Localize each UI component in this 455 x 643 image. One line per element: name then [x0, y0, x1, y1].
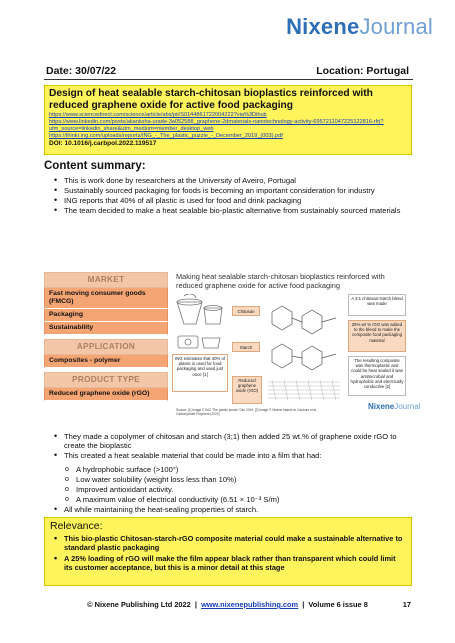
location-text: Location: Portugal: [316, 65, 409, 77]
page-number: 17: [402, 600, 411, 609]
market-item: Fast moving consumer goods (FMCG): [44, 288, 168, 309]
summary-figure: [172, 272, 421, 430]
list-item: o A hydrophobic surface (>100°): [52, 465, 402, 474]
content-summary-heading: Content summary:: [44, 160, 146, 172]
watermark-nixene: Nixene: [368, 402, 395, 411]
footer-separator: |: [194, 600, 197, 609]
source-link-2[interactable]: https://www.linkedin.com/posts/akanksha-urade-3a052588_graphene-2dmaterials-nanotechnology-activity-6957211047225122816-rfrj?utm_source=linkedin_share&utm_medium=member_desktop_web: [49, 119, 384, 132]
list-item: • This is work done by researchers at the University of Aveiro, Portugal: [52, 176, 402, 185]
watermark-journal: Journal: [394, 402, 421, 411]
market-item: Packaging: [44, 309, 168, 322]
list-item: • This bio-plastic Chitosan-starch-rGO composite material could make a sustainable alternative to standard plastic packaging: [50, 534, 406, 552]
figure-watermark: [368, 402, 420, 411]
rgo-added-callout: 25% wt % rGO was added to the blend to make the composite food packaging material: [348, 320, 406, 352]
category-panel: [44, 272, 168, 401]
application-label: APPLICATION: [44, 339, 168, 355]
list-item: o A maximum value of electrical conductivity (6.51 × 10⁻³ S/m): [52, 495, 402, 504]
list-item: • ING reports that 40% of all plastic is used for food and drink packaging: [52, 196, 402, 205]
product-type-label: PRODUCT TYPE: [44, 372, 168, 388]
market-label: MARKET: [44, 272, 168, 288]
properties-list: [52, 465, 402, 505]
list-item: o Low water solubility (weight loss less than 10%): [52, 475, 402, 484]
details-list: [52, 432, 402, 461]
list-item: o Improved antioxidant activity.: [52, 485, 402, 494]
rgo-label: Reduced graphene oxide (rGO): [232, 376, 262, 404]
list-item: • Sustainably sourced packaging for foods is becoming an important consideration for industry: [52, 186, 402, 195]
volume-text: Volume 6 issue 8: [308, 600, 368, 609]
journal-logo: [286, 14, 433, 40]
relevance-box: [44, 517, 412, 586]
ing-estimate-callout: ING estimates that 40% of plastic is used for food packaging and used just once [1]: [172, 354, 228, 392]
list-item: • All while maintaining the heat-sealing properties of starch.: [52, 505, 402, 514]
market-item: Sustainability: [44, 322, 168, 335]
logo-nixene: Nixene: [286, 14, 360, 39]
date-location-bar: [44, 62, 413, 80]
application-item: Composites - polymer: [44, 355, 168, 368]
molecular-structure-icon: [264, 294, 344, 406]
article-title-box: [44, 85, 412, 155]
chitosan-label: Chitosan: [232, 306, 260, 316]
doi-text: DOI: 10.1016/j.carbpol.2022.119517: [49, 140, 157, 147]
list-item: • They made a copolymer of chitosan and starch (3;1) then added 25 wt.% of graphene oxide rGO to create the bioplastic: [52, 432, 402, 450]
product-item: Reduced graphene oxide (rGO): [44, 388, 168, 401]
page-footer: [0, 600, 455, 609]
list-item: • This created a heat sealable material that could be made into a film that had:: [52, 451, 402, 460]
starch-label: Starch: [232, 342, 260, 352]
summary-list: [52, 176, 402, 216]
result-callout: The resulting composite was thermoplastic and could be heat sealed it was antimicrobial and hydrophobic and electrically conductive [2]: [348, 356, 406, 396]
tray-sketch-icon: [174, 332, 226, 352]
relevance-list: [50, 534, 406, 572]
list-item: • The team decided to make a heat sealable bio-plastic alternative from sustainably sourced materials: [52, 206, 402, 215]
footer-separator: |: [302, 600, 305, 609]
publisher-link[interactable]: www.nixenepublishing.com: [201, 600, 299, 609]
date-text: Date: 30/07/22: [46, 65, 117, 77]
blend-callout: A 3:1 chitosan:starch blend was made: [348, 294, 406, 316]
copyright-text: © Nixene Publishing Ltd 2022: [87, 600, 191, 609]
logo-journal: Journal: [359, 14, 433, 39]
relevance-heading: Relevance:: [50, 520, 103, 532]
list-item: • A 25% loading of rGO will make the film appear black rather than transparent which could limit its customer acceptance, but this is a minor detail at this stage: [50, 554, 406, 572]
source-link-3[interactable]: https://thinkr.ing.com/uploads/reports/ING_-_The_plastic_puzzle_-_December_2019_(003).pdf: [49, 133, 283, 139]
source-link-1[interactable]: https://www.sciencedirect.com/science/article/abs/pii/S0144861722004222?via%3Dihub: [49, 112, 267, 118]
closing-list: [52, 505, 402, 515]
article-title: Design of heat sealable starch-chitosan bioplastics reinforced with reduced graphene oxide for active food packaging: [49, 88, 373, 111]
figure-title: Making heat sealable starch-chitosan bioplastics reinforced with reduced graphene oxide for active food packaging: [176, 272, 385, 290]
packaging-sketch-icon: [174, 294, 226, 330]
figure-sources: Source: [1] Image © ING 'The plastic puzzle' Dec 2019; [2] Image © Nixene based on Cardoso et al. Carbohydrate Polymers (2022): [176, 408, 317, 416]
